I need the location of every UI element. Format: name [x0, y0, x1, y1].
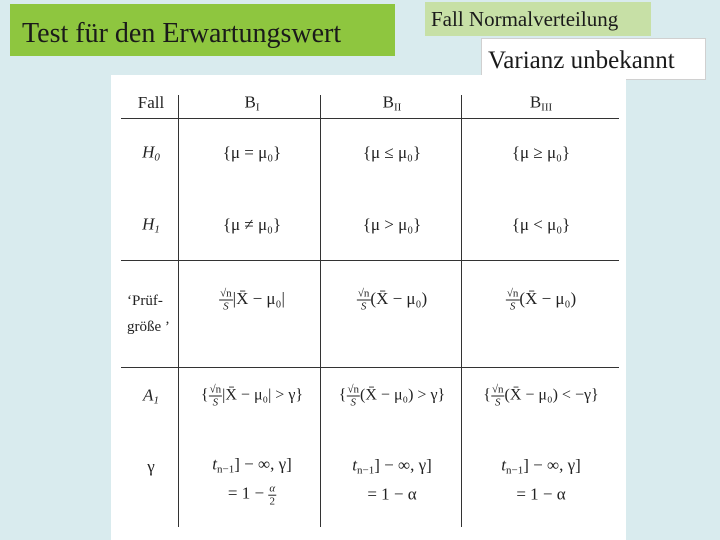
column-divider — [178, 95, 179, 527]
column-divider — [461, 95, 462, 527]
header-b2 — [383, 93, 402, 114]
row-label-gamma: γ — [147, 457, 155, 476]
sqrt-n-over-s: $\frac{√n}{S}$ — [357, 287, 370, 313]
sqrt-n-over-s: $\frac{√n}{S}$ — [347, 383, 360, 409]
a1-case-2: { $\frac{√n}{S}$ (X̄ − μ₀) > γ} — [338, 383, 446, 409]
slide-title: Test für den Erwartungswert — [10, 4, 395, 56]
gamma-case-1 — [212, 453, 292, 508]
case-tag-variance: Varianz unbekannt — [481, 38, 706, 80]
h1-case-2: {μ > μ₀} — [362, 215, 422, 234]
gamma-level-2: = 1 − α — [367, 484, 417, 504]
header-b2-sub: II — [394, 101, 402, 114]
header-b3-label: B — [529, 92, 542, 112]
header-b1 — [244, 93, 259, 114]
h0-case-1: {μ = μ₀} — [222, 143, 282, 162]
row-rule — [121, 367, 619, 368]
row-label-pruef-line2: größe ’ — [127, 319, 170, 335]
sqrt-n-over-s: $\frac{√n}{S}$ — [506, 287, 519, 313]
header-b1-sub: I — [255, 101, 260, 114]
h1-case-3: {μ < μ₀} — [511, 215, 571, 234]
sqrt-n-over-s: $\frac{√n}{S}$ — [220, 287, 232, 313]
h0-case-2: {μ ≤ μ₀} — [362, 143, 422, 162]
hypothesis-test-table — [111, 75, 626, 540]
header-b1-label: B — [244, 92, 256, 112]
pruef-case-1: $\frac{√n}{S}$ |X̄ − μ₀| — [220, 287, 285, 313]
row-rule — [121, 260, 619, 261]
header-b3-sub: III — [541, 101, 553, 114]
gamma-interval-3: $t_{n-1}$] − ∞, γ] — [501, 455, 581, 477]
row-label-h1: $H_1$ — [142, 214, 160, 236]
header-b2-label: B — [382, 92, 395, 112]
gamma-interval-2: $t_{n-1}$] − ∞, γ] — [352, 455, 432, 477]
a1-case-1: { $\frac{√n}{S}$ |X̄ − μ₀| > γ} — [200, 383, 304, 409]
sqrt-n-over-s: $\frac{√n}{S}$ — [209, 383, 222, 409]
pruef-case-3: $\frac{√n}{S}$ (X̄ − μ₀) — [506, 287, 577, 313]
h1-case-1: {μ ≠ μ₀} — [222, 215, 282, 234]
row-label-pruefgroesse — [127, 288, 170, 340]
gamma-level-1: = 1 − $\frac{\alpha}{2}$ — [227, 482, 276, 508]
test-table-sheet — [111, 75, 626, 540]
column-divider — [320, 95, 321, 527]
case-tag-normal: Fall Normalverteilung — [425, 2, 651, 36]
pruef-case-2: $\frac{√n}{S}$ (X̄ − μ₀) — [357, 287, 428, 313]
row-label-pruef-line1: ‘Prüf- — [127, 293, 163, 309]
row-label-a1: $A_1$ — [143, 385, 159, 407]
alpha-over-two: $\frac{\alpha}{2}$ — [269, 482, 276, 508]
header-fall: Fall — [137, 93, 165, 112]
h0-case-3: {μ ≥ μ₀} — [511, 143, 571, 162]
sqrt-n-over-s: $\frac{√n}{S}$ — [491, 383, 504, 409]
row-label-h0: $H_0$ — [142, 142, 160, 164]
gamma-level-3: = 1 − α — [516, 484, 566, 504]
gamma-case-2 — [352, 454, 432, 507]
header-rule — [121, 118, 619, 119]
header-b3 — [530, 93, 552, 114]
gamma-interval-1: $t_{n-1}$] − ∞, γ] — [212, 454, 292, 476]
gamma-case-3 — [501, 454, 581, 507]
a1-case-3: { $\frac{√n}{S}$ (X̄ − μ₀) < −γ} — [483, 383, 599, 409]
